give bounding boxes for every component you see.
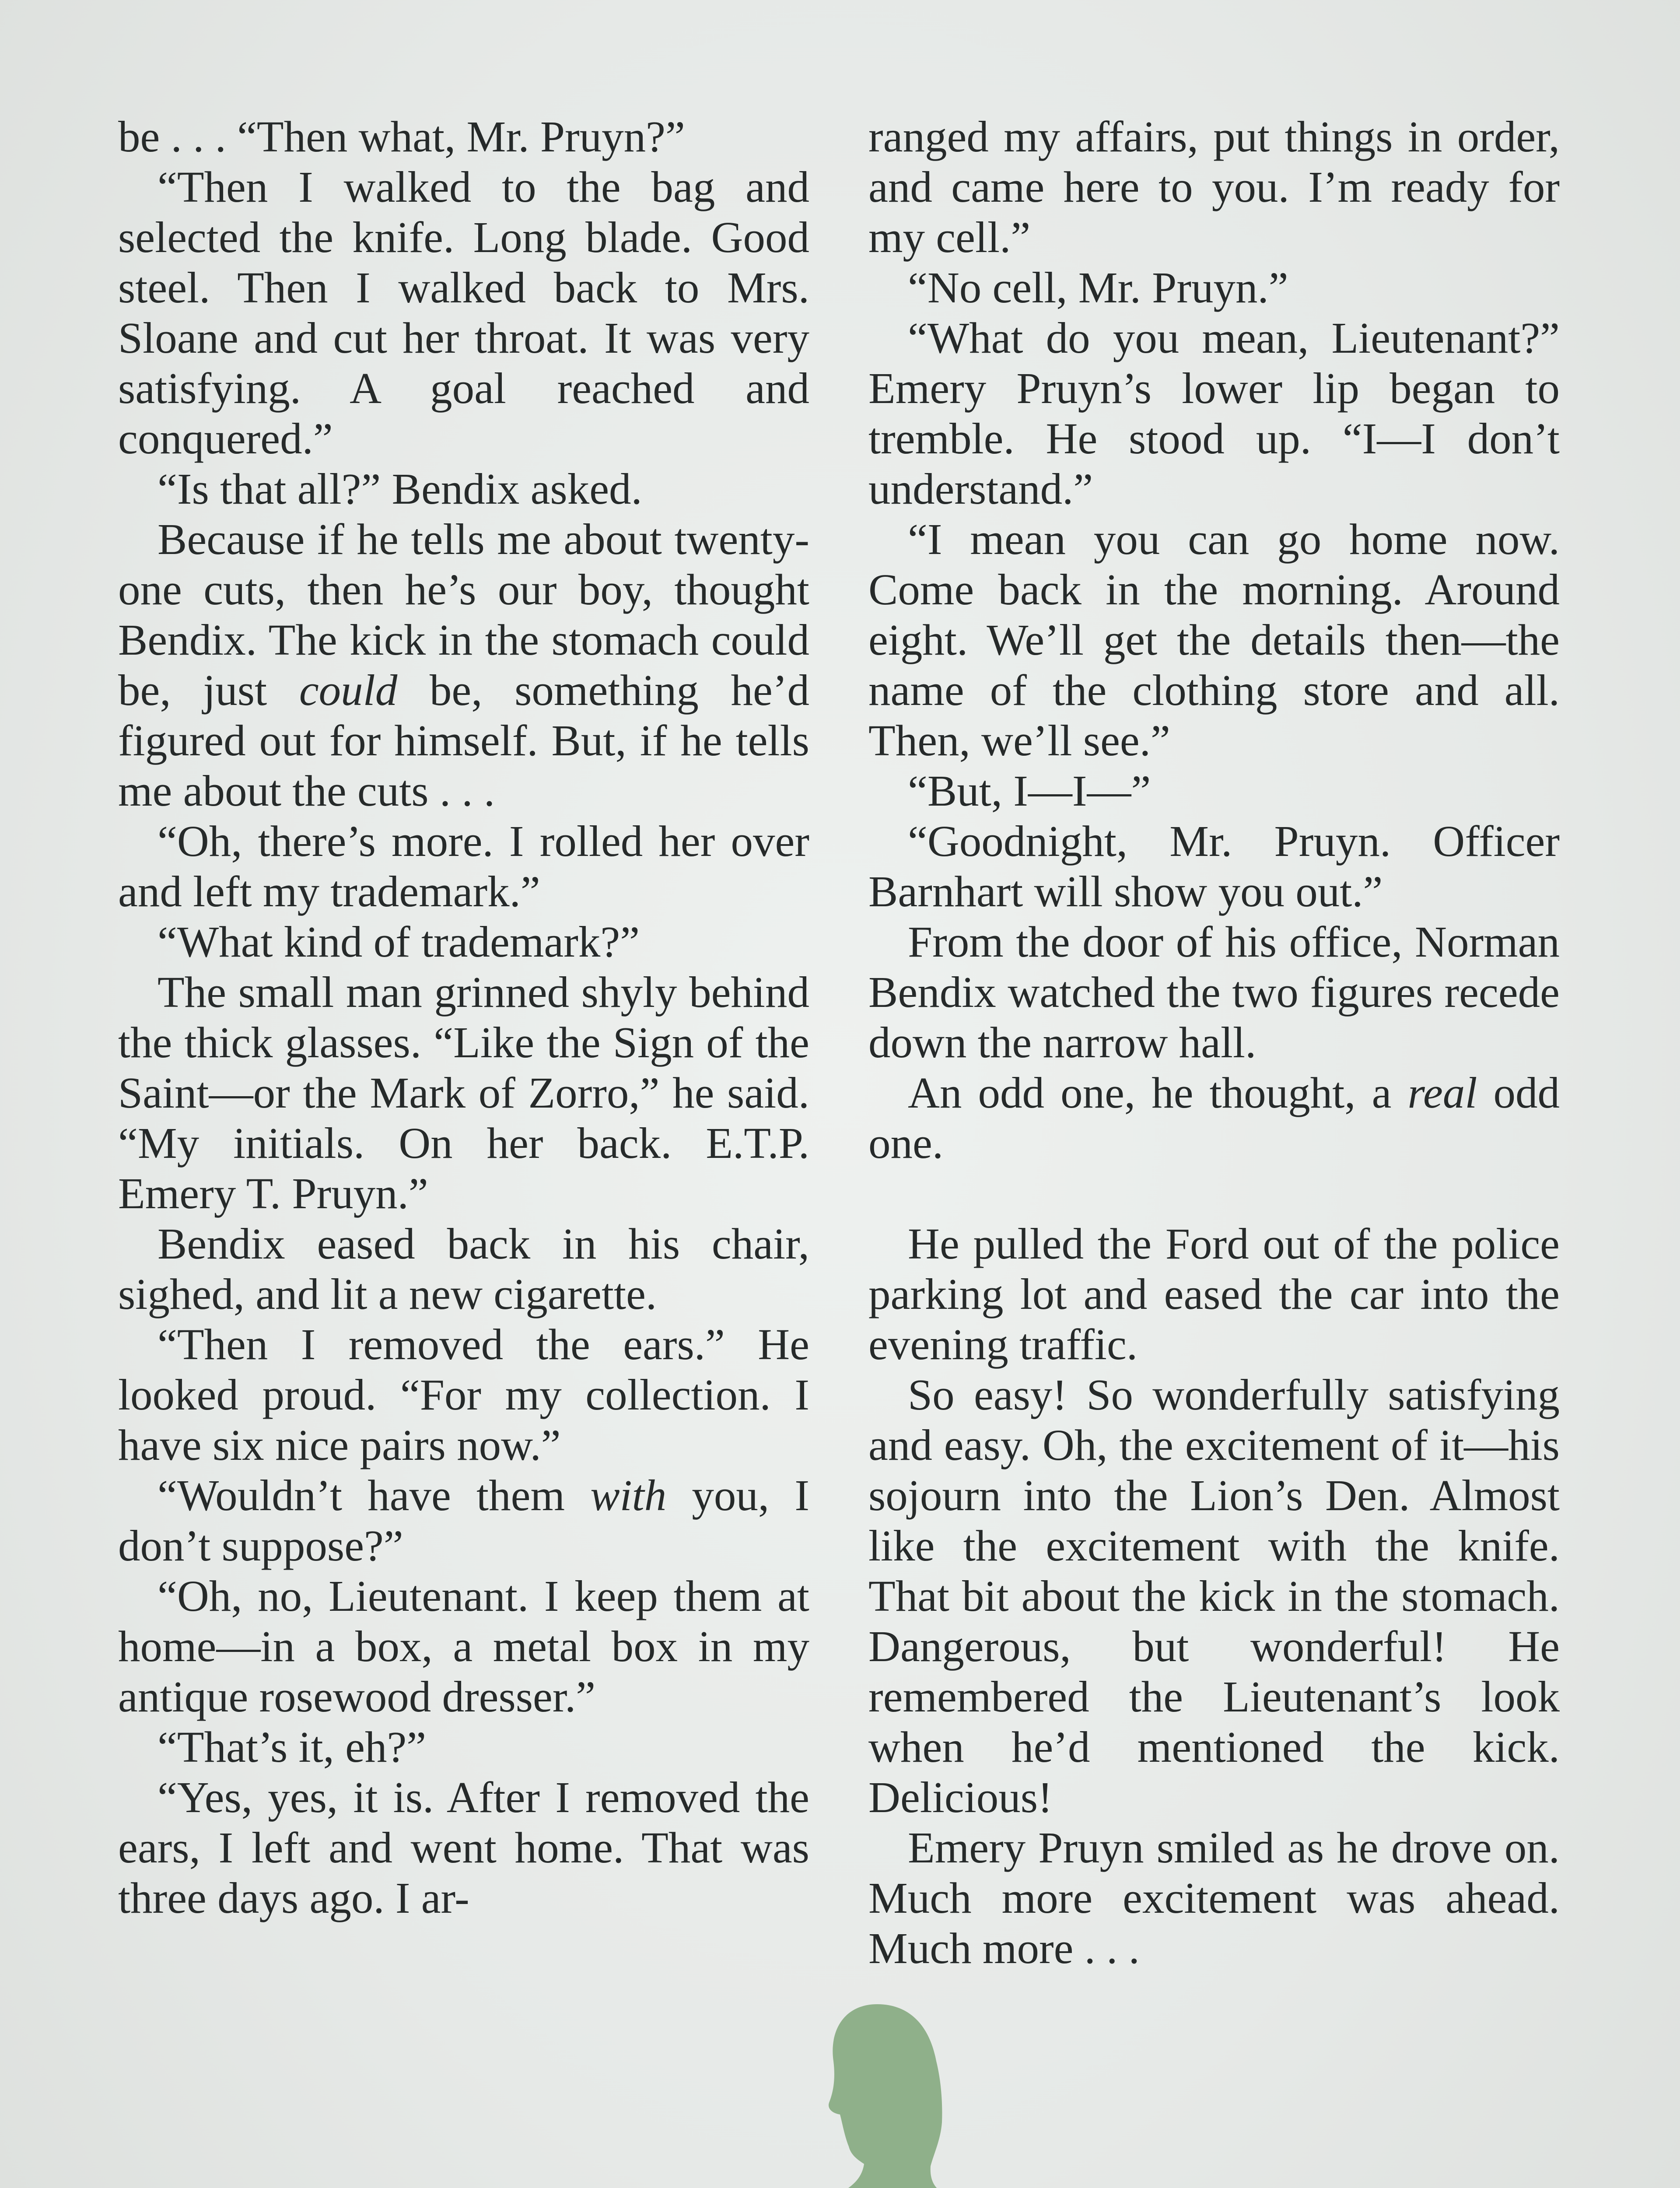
italic-emphasis: with [590, 1471, 667, 1520]
paragraph: “Yes, yes, it is. After I removed the ears, I left and went home. That was three days ago. I ar- [118, 1773, 809, 1922]
paragraph: “I mean you can go home now. Come back in the morning. Around eight. We’ll get the details then—the name of the clothing store and all. Then, we’ll see.” [868, 515, 1560, 765]
silhouette-illustration [768, 1995, 1013, 2188]
paragraph: Because if he tells me about twenty-one cuts, then he’s our boy, thought Bendix. The kick in the stomach could be, just could be, something he’d figured out for himself. But, if he tells me about the cuts . . . [118, 515, 810, 815]
paragraph: “Then I walked to the bag and selected the knife. Long blade. Good steel. Then I walked back to Mrs. Sloane and cut her throat. It was very satisfying. A goal reached and conquered.” [118, 162, 809, 463]
paragraph: The small man grinned shyly behind the thick glasses. “Like the Sign of the Saint—or the Mark of Zorro,” he said. “My initials. On her back. E.T.P. Emery T. Pruyn.” [118, 968, 809, 1218]
paragraph: “Oh, no, Lieutenant. I keep them at home—in a box, a metal box in my antique rosewood dresser.” [118, 1571, 809, 1721]
left-text-column [118, 112, 809, 1923]
paragraph: Bendix eased back in his chair, sighed, and lit a new cigarette. [118, 1219, 809, 1318]
paragraph: “Wouldn’t have them with you, I don’t suppose?” [118, 1471, 810, 1570]
paragraph: “But, I—I—” [908, 766, 1151, 815]
italic-emphasis: real [1407, 1068, 1477, 1117]
paragraph: “Oh, there’s more. I rolled her over and left my trademark.” [118, 817, 809, 916]
paragraph: “What do you mean, Lieutenant?” Emery Pruyn’s lower lip began to tremble. He stood up. “I—I don’t understand.” [868, 313, 1560, 513]
paragraph: From the door of his office, Norman Bendix watched the two figures recede down the narrow hall. [868, 917, 1560, 1067]
paragraph: Emery Pruyn smiled as he drove on. Much more excitement was ahead. Much more . . . [868, 1823, 1560, 1973]
paragraph: “What kind of trademark?” [158, 917, 640, 966]
paragraph: “No cell, Mr. Pruyn.” [908, 263, 1288, 312]
paragraph: He pulled the Ford out of the police parking lot and eased the car into the evening traffic. [868, 1219, 1560, 1369]
paragraph: be . . . “Then what, Mr. Pruyn?” [118, 112, 685, 161]
paragraph: “Goodnight, Mr. Pruyn. Officer Barnhart will show you out.” [868, 817, 1560, 916]
paragraph: “Then I removed the ears.” He looked proud. “For my collection. I have six nice pairs now.” [118, 1320, 809, 1469]
paragraph: “That’s it, eh?” [158, 1722, 427, 1771]
silhouette-shape [768, 2004, 1013, 2188]
right-text-column [868, 112, 1560, 1974]
paragraph: An odd one, he thought, a real odd one. [868, 1068, 1560, 1168]
paragraph: ranged my affairs, put things in order, and came here to you. I’m ready for my cell.” [868, 112, 1560, 262]
paragraph: “Is that all?” Bendix asked. [158, 464, 642, 513]
paragraph: So easy! So wonderfully satisfying and easy. Oh, the excitement of it—his sojourn into the Lion’s Den. Almost like the excitement with the knife. That bit about the kick in the stomach. Dangerous, but wonderful! He remembered the Lieutenant’s look when he’d mentioned the kick. Delicious! [868, 1370, 1560, 1822]
italic-emphasis: could [299, 666, 398, 715]
